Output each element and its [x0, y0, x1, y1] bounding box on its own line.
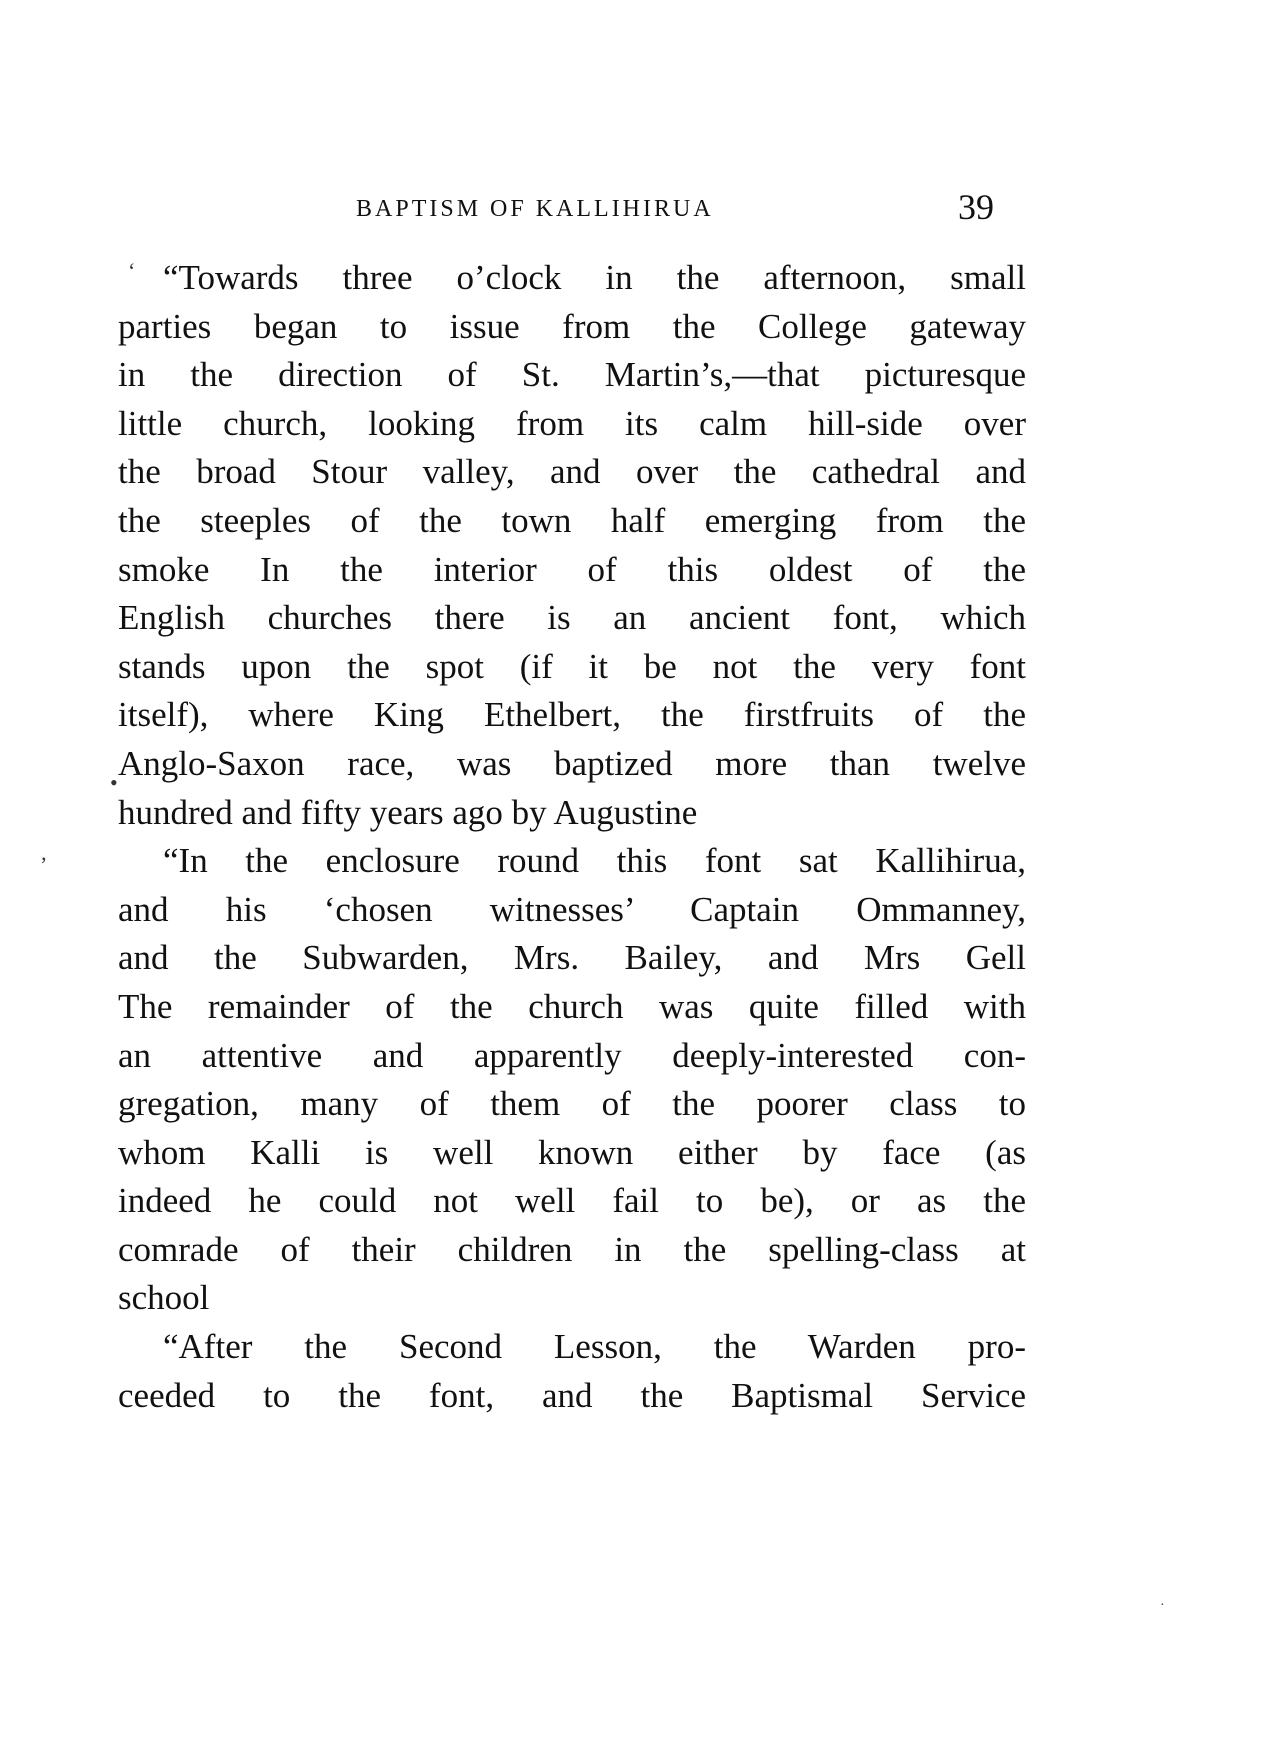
- text-line: and the Subwarden, Mrs. Bailey, and Mrs Gell: [118, 938, 1026, 978]
- stray-mark: •: [110, 770, 118, 795]
- text-line: the steeples of the town half emerging from the: [118, 500, 1026, 540]
- text-line: comrade of their children in the spelling-class at: [118, 1229, 1026, 1269]
- text-line: hundred and fifty years ago by Augustine: [118, 792, 698, 832]
- stray-mark: ‘: [128, 258, 136, 283]
- paragraph-3: [118, 1323, 1026, 1420]
- text-line: stands upon the spot (if it be not the very font: [118, 646, 1026, 686]
- text-line: itself), where King Ethelbert, the firstfruits of the: [118, 695, 1026, 735]
- text-line: and his ‘chosen witnesses’ Captain Ommanney,: [118, 889, 1026, 929]
- text-line: The remainder of the church was quite filled with: [118, 986, 1026, 1026]
- text-line: ceeded to the font, and the Baptismal Service: [118, 1375, 1026, 1415]
- text-line: school: [118, 1278, 210, 1318]
- text-line: little church, looking from its calm hill-side over: [118, 403, 1026, 443]
- text-line: gregation, many of them of the poorer class to: [118, 1084, 1026, 1124]
- text-line: “After the Second Lesson, the Warden pro-: [163, 1327, 1026, 1367]
- text-line: whom Kalli is well known either by face (as: [118, 1132, 1026, 1172]
- text-line: an attentive and apparently deeply-interested con-: [118, 1035, 1026, 1075]
- stray-mark: ·: [1160, 1598, 1165, 1613]
- text-line: “Towards three o’clock in the afternoon, small: [163, 258, 1026, 297]
- paragraph-1: [118, 254, 1026, 837]
- text-line: Anglo-Saxon race, was baptized more than twelve: [118, 743, 1026, 783]
- text-line: English churches there is an ancient font, which: [118, 598, 1026, 638]
- text-line: smoke In the interior of this oldest of the: [118, 549, 1026, 589]
- text-line: parties began to issue from the College gateway: [118, 306, 1026, 346]
- page-number: 39: [958, 187, 994, 227]
- paragraph-2: [118, 837, 1026, 1323]
- stray-mark: ‚: [40, 840, 48, 865]
- running-title: BAPTISM OF KALLIHIRUA: [356, 196, 714, 222]
- body-text: [118, 254, 1026, 1420]
- text-line: indeed he could not well fail to be), or as the: [118, 1181, 1026, 1221]
- text-line: in the direction of St. Martin’s,—that picturesque: [118, 355, 1026, 395]
- text-line: the broad Stour valley, and over the cathedral and: [118, 452, 1026, 492]
- text-line: “In the enclosure round this font sat Kallihirua,: [163, 841, 1026, 881]
